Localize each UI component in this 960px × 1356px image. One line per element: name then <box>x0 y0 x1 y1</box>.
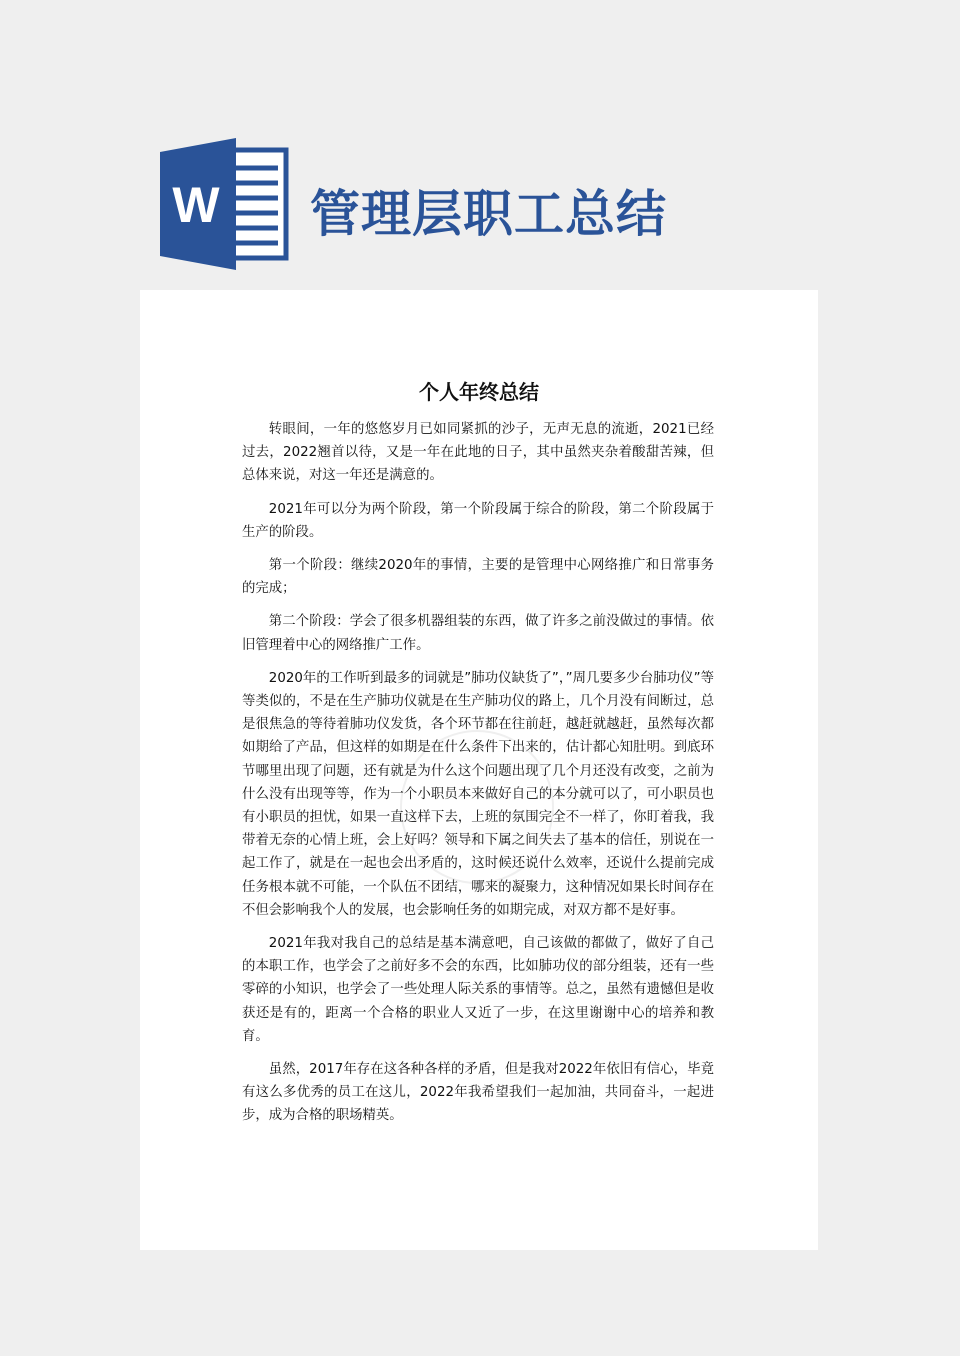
paragraph: 2020年的工作听到最多的词就是”肺功仪缺货了”，”周几要多少台肺功仪”等等类似的，不是在生产肺功仪就是在生产肺功仪的路上，几个月没有间断过，总是很焦急的等待着肺功仪发货，各个环节都在往前赶，越赶就越赶，虽然每次都如期给了产品，但这样的如期是在什么条件下出来的，估计都心知肚明。到底环节哪里出现了问题，还有就是为什么这个问题出现了几个月还没有改变，之前为什么没有出现等等，作为一个小职员本来做好自己的本分就可以了，可小职员也有小职员的担忧，如果一直这样下去，上班的氛围完全不一样了，你盯着我，我带着无奈的心情上班，会上好吗？领导和下属之间失去了基本的信任，别说在一起工作了，就是在一起也会出矛盾的，这时候还说什么效率，还说什么提前完成任务根本就不可能，一个队伍不团结，哪来的凝聚力，这种情况如果长时间存在不但会影响我个人的发展，也会影响任务的如期完成，对双方都不是好事。 <box>242 670 714 918</box>
svg-text:W: W <box>172 177 220 233</box>
document-page <box>140 290 818 1250</box>
banner-title: 管理层职工总结 <box>310 185 667 243</box>
document-title: 个人年终总结 <box>419 380 539 404</box>
banner-header <box>160 138 860 270</box>
paragraph: 2021年可以分为两个阶段，第一个阶段属于综合的阶段，第二个阶段属于生产的阶段。 <box>242 501 714 540</box>
paragraph: 2021年我对我自己的总结是基本满意吧，自己该做的都做了，做好了自己的本职工作，也学会了之前好多不会的东西，比如肺功仪的部分组装，还有一些零碎的小知识，也学会了一些处理人际关系的事情等。总之，虽然有遗憾但是收获还是有的，距离一个合格的职业人又近了一步，在这里谢谢中心的培养和教育。 <box>242 936 714 1044</box>
word-logo-icon <box>160 138 290 270</box>
paragraph: 转眼间，一年的悠悠岁月已如同紧抓的沙子，无声无息的流逝，2021已经过去，2022翘首以待，又是一年在此地的日子，其中虽然夹杂着酸甜苦辣，但总体来说，对这一年还是满意的。 <box>242 422 714 484</box>
paragraph: 第二个阶段：学会了很多机器组装的东西，做了许多之前没做过的事情。依旧管理着中心的网络推广工作。 <box>242 614 714 653</box>
paragraph: 第一个阶段：继续2020年的事情，主要的是管理中心网络推广和日常事务的完成； <box>242 558 714 597</box>
paragraph: 虽然，2017年存在这各种各样的矛盾，但是我对2022年依旧有信心，毕竟有这么多优秀的员工在这儿，2022年我希望我们一起加油，共同奋斗，一起进步，成为合格的职场精英。 <box>242 1062 714 1124</box>
document-body <box>242 418 714 1138</box>
